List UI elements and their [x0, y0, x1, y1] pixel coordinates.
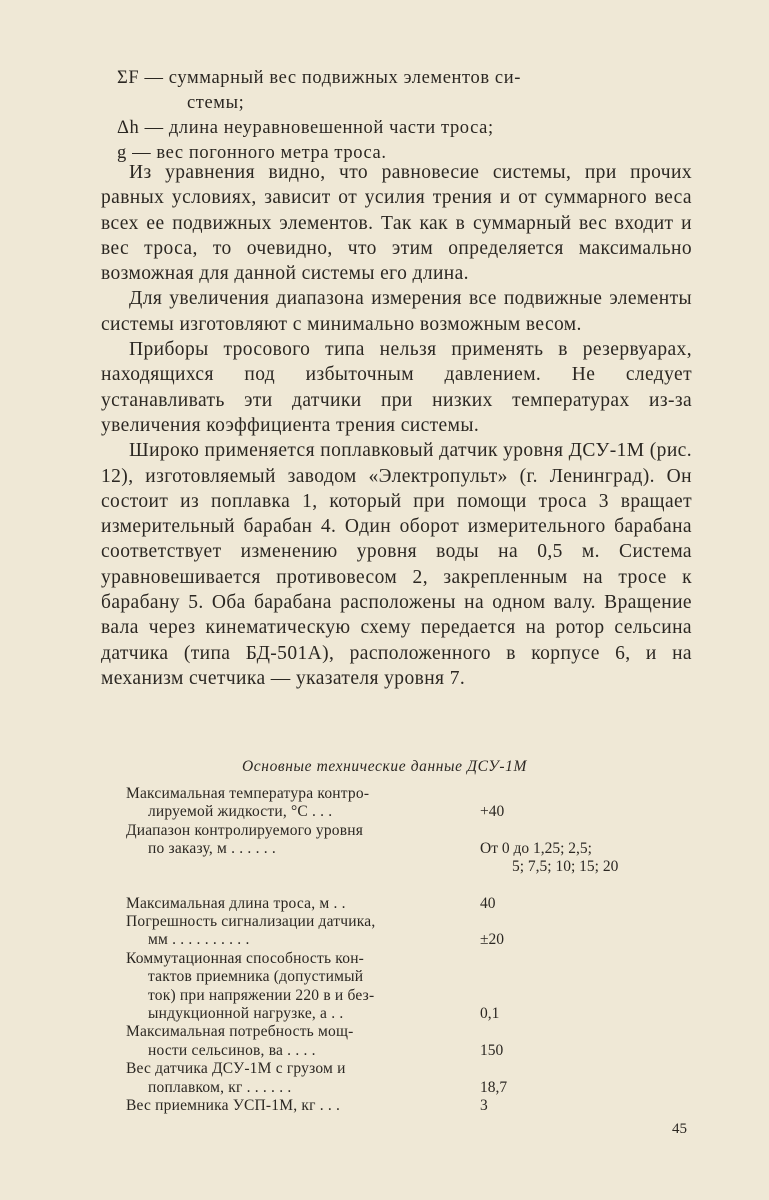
spec-row: Погрешность сигнализации датчика, мм . . . . . . . . . . ±20 [126, 913, 505, 949]
spec-row: Вес приемника УСП-1М, кг . . . 3 [126, 1097, 488, 1115]
paragraph: Для увеличения диапазона измерения все подвижные элементы системы изготовляют с минимально возможным весом. [101, 288, 692, 335]
spec-row: Коммутационная способность кон- тактов приемника (допустимый ток) при напряжении 220 в и без- ындукционной нагрузке, а . . 0,1 [126, 949, 500, 1023]
variable-definitions [117, 66, 692, 166]
body-text [101, 160, 692, 691]
specs-table [126, 785, 696, 1116]
spec-row: Вес датчика ДСУ-1М с грузом и поплавком, кг . . . . . . 18,7 [126, 1060, 508, 1096]
paragraph: Широко применяется поплавковый датчик уровня ДСУ-1М (рис. 12), изготовляемый заводом «Электропульт» (г. Ленинград). Он состоит из поплавка 1, который при помощи троса 3 вращает измерительный барабан 4. Один оборот измерительного барабана соответствует изменению уровня воды на 0,5 м. Система уравновешивается противовесом 2, закрепленным на тросе к барабану 5. Оба барабана расположены на одном валу. Вращение вала через кинематическую схему передается на ротор сельсина датчика (типа БД-501А), расположенного в корпусе 6, и на механизм счетчика — указателя уровня 7. [101, 440, 692, 689]
spec-row: Максимальная длина троса, м . . 40 [126, 894, 496, 912]
spec-row: Максимальная потребность мощ- ности сельсинов, ва . . . . 150 [126, 1023, 504, 1059]
definition-g: g — вес погонного метра троса. [117, 143, 387, 163]
paragraph: Из уравнения видно, что равновесие системы, при прочих равных условиях, зависит от усилия трения и от суммарного веса всех ее подвижных элементов. Так как в суммарный вес входит и вес троса, то очевидно, что этим определяется максимально возможная для данной системы его длина. [101, 162, 692, 285]
spec-row: Диапазон контролируемого уровня по заказу, м . . . . . . От 0 до 1,25; 2,5; 5; 7,5; 10; 15; 20 [126, 821, 619, 876]
specs-heading: Основные технические данные ДСУ-1М [242, 758, 527, 775]
page-number: 45 [672, 1121, 687, 1137]
definition-sum-f: ΣF — суммарный вес подвижных элементов си- стемы; [117, 68, 521, 113]
spec-row: Максимальная температура контро- лируемой жидкости, °С . . . +40 [126, 785, 505, 821]
definition-delta-h: Δh — длина неуравновешенной части троса; [117, 118, 494, 138]
paragraph: Приборы тросового типа нельзя применять в резервуарах, находящихся под избыточным давлением. Не следует устанавливать эти датчики при низких температурах из-за увеличения коэффициента трения системы. [101, 339, 692, 436]
